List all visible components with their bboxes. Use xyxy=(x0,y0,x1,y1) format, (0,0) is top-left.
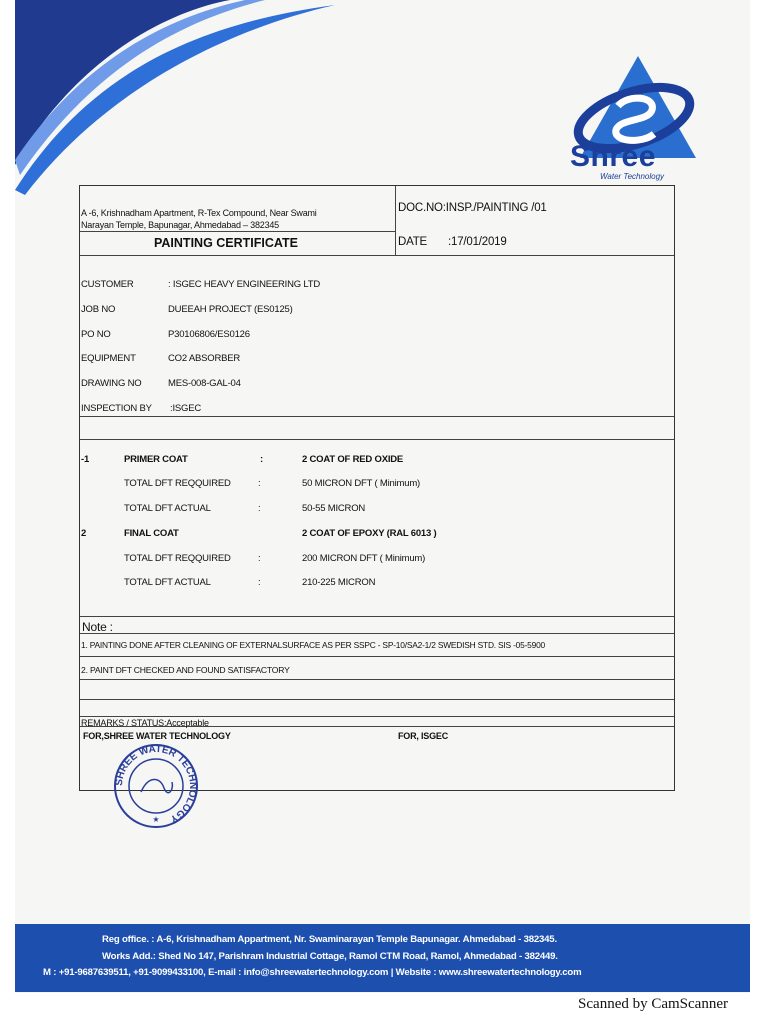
dft-value: 50-55 MICRON xyxy=(302,503,366,514)
coat-name: FINAL COAT xyxy=(124,528,179,539)
info-label-po-no: PO NO xyxy=(81,329,111,340)
footer-works-address: Works Add.: Shed No 147, Parishram Industrial Cottage, Ramol CTM Road, Ramol, Ahmedabad - 382449. xyxy=(102,951,558,962)
dft-value: 200 MICRON DFT ( Minimum) xyxy=(302,553,426,564)
note-item: 1. PAINTING DONE AFTER CLEANING OF EXTERNALSURFACE AS PER SSPC - SP-10/SA2-1/2 SWEDISH STD. SIS -05-5900 xyxy=(81,640,545,650)
info-label-job-no: JOB NO xyxy=(81,304,116,315)
colon-separator: : xyxy=(258,553,261,564)
note-heading: Note : xyxy=(82,620,113,634)
brand-tagline: Water Technology xyxy=(600,172,665,181)
footer-contact: M : +91-9687639511, +91-9099433100, E-mail : info@shreewatertechnology.com | Website : www.shreewatertechnology.com xyxy=(43,967,582,978)
info-value-inspection-by: :ISGEC xyxy=(170,403,202,414)
company-address-line2: Narayan Temple, Bapunagar, Ahmedabad – 382345 xyxy=(81,220,279,230)
coat-value: 2 COAT OF RED OXIDE xyxy=(302,454,404,465)
footer-reg-office: Reg office. : A-6, Krishnadham Appartment, Nr. Swaminarayan Temple Bapunagar. Ahmedabad - 382345. xyxy=(102,934,557,945)
dft-value: 210-225 MICRON xyxy=(302,577,376,588)
signatory-right: FOR, ISGEC xyxy=(398,731,449,741)
info-value-customer: : ISGEC HEAVY ENGINEERING LTD xyxy=(168,279,321,290)
dft-value: 50 MICRON DFT ( Minimum) xyxy=(302,478,420,489)
info-value-job-no: DUEEAH PROJECT (ES0125) xyxy=(168,304,293,315)
note-item: 2. PAINT DFT CHECKED AND FOUND SATISFACTORY xyxy=(81,665,290,675)
colon-separator: : xyxy=(258,478,261,489)
coat-number: -1 xyxy=(81,454,90,465)
info-value-equipment: CO2 ABSORBER xyxy=(168,353,241,364)
certificate-title: PAINTING CERTIFICATE xyxy=(154,236,298,250)
info-value-po-no: P30106806/ES0126 xyxy=(168,329,250,340)
colon-separator: : xyxy=(260,454,263,465)
info-label-equipment: EQUIPMENT xyxy=(81,353,136,364)
colon-separator: : xyxy=(258,503,261,514)
info-label-inspection-by: INSPECTION BY xyxy=(81,403,152,414)
brand-name: Shree xyxy=(570,140,656,173)
coat-number: 2 xyxy=(81,528,87,539)
info-value-drawing-no: MES-008-GAL-04 xyxy=(168,378,241,389)
dft-label: TOTAL DFT ACTUAL xyxy=(124,577,211,588)
dft-label: TOTAL DFT REQQUIRED xyxy=(124,478,231,489)
coat-value: 2 COAT OF EPOXY (RAL 6013 ) xyxy=(302,528,437,539)
signatory-left: FOR,SHREE WATER TECHNOLOGY xyxy=(83,731,231,741)
dft-label: TOTAL DFT REQQUIRED xyxy=(124,553,231,564)
header-swoosh-graphic xyxy=(15,0,435,200)
camscanner-watermark: Scanned by CamScanner xyxy=(578,996,728,1012)
info-label-customer: CUSTOMER xyxy=(81,279,134,290)
svg-text:SHREE WATER TECHNOLOGY: SHREE WATER TECHNOLOGY xyxy=(113,743,199,825)
info-label-drawing-no: DRAWING NO xyxy=(81,378,142,389)
date-label: DATE xyxy=(398,236,428,248)
colon-separator: : xyxy=(258,577,261,588)
svg-text:★: ★ xyxy=(152,815,160,824)
dft-label: TOTAL DFT ACTUAL xyxy=(124,503,211,514)
company-seal-stamp xyxy=(108,742,204,828)
company-address-line1: A -6, Krishnadham Apartment, R-Tex Compound, Near Swami xyxy=(81,208,317,218)
coat-name: PRIMER COAT xyxy=(124,454,188,465)
certificate-table xyxy=(79,185,675,791)
remarks-status: REMARKS / STATUS:Acceptable xyxy=(81,718,209,728)
date-value: :17/01/2019 xyxy=(448,236,507,248)
company-footer xyxy=(15,924,750,992)
doc-number: DOC.NO:INSP./PAINTING /01 xyxy=(398,202,547,214)
